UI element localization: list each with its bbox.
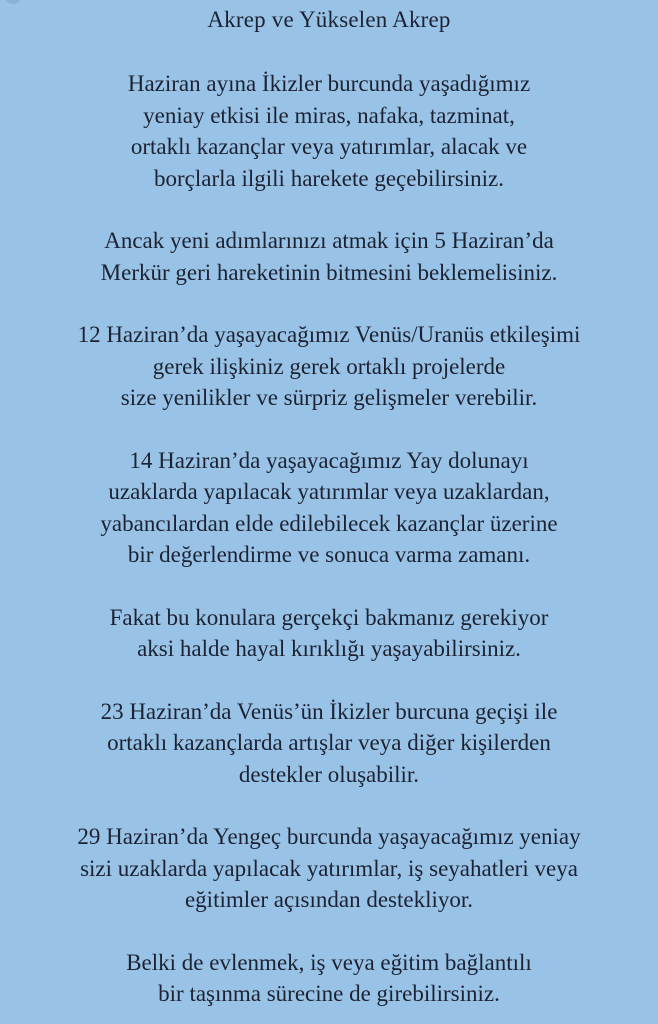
paragraph-8 — [14, 947, 644, 1010]
spacer — [14, 288, 644, 319]
text-line: Fakat bu konulara gerçekçi bakmanız gerekiyor — [109, 604, 549, 630]
text-line: 14 Haziran’da yaşayacağımız Yay dolunayı — [129, 447, 529, 473]
text-line: 23 Haziran’da Venüs’ün İkizler burcuna geçişi ile — [100, 698, 558, 724]
text-line: Haziran ayına İkizler burcunda yaşadığımız — [127, 71, 531, 96]
page-title: Akrep ve Yükselen Akrep — [207, 7, 451, 32]
paragraph-6 — [14, 696, 644, 791]
text-line: Belki de evlenmek, iş veya eğitim bağlantılı — [126, 949, 532, 975]
spacer — [14, 36, 644, 68]
paragraph-3 — [14, 319, 644, 414]
text-line: bir taşınma sürecine de girebilirsiniz. — [158, 981, 500, 1006]
text-line: uzaklarda yapılacak yatırımlar veya uzaklardan, — [108, 479, 550, 504]
spacer — [14, 414, 644, 445]
text-line: Ancak yeni adımlarınızı atmak için 5 Haziran’da — [104, 228, 554, 253]
text-line: yeniay etkisi ile miras, nafaka, tazminat, — [143, 102, 515, 128]
spacer — [14, 571, 644, 602]
text-line: ortaklı kazançlarda artışlar veya diğer kişilerden — [107, 730, 551, 755]
text-line: gerek ilişkiniz gerek ortaklı projelerde — [152, 353, 506, 379]
paragraph-7 — [14, 821, 644, 916]
text-line: sizi uzaklarda yapılacak yatırımlar, iş seyahatleri veya — [80, 855, 578, 881]
text-line: eğitimler açısından destekliyor. — [184, 887, 474, 912]
text-line: size yenilikler ve sürpriz gelişmeler verebilir. — [120, 385, 538, 410]
text-line: aksi halde hayal kırıklığı yaşayabilirsiniz. — [137, 636, 521, 661]
paragraph-2 — [14, 225, 644, 288]
paragraph-5 — [14, 602, 644, 665]
spacer — [14, 916, 644, 947]
text-line: 12 Haziran’da yaşayacağımız Venüs/Uranüs etkileşimi — [77, 322, 581, 347]
spacer — [14, 790, 644, 821]
text-line: Merkür geri hareketinin bitmesini beklemelisiniz. — [100, 259, 558, 285]
text-line: yabancılardan elde edilebilecek kazançlar üzerine — [100, 510, 558, 536]
text-line: bir değerlendirme ve sonuca varma zamanı. — [127, 542, 531, 567]
paragraph-1 — [14, 68, 644, 194]
paragraph-4 — [14, 445, 644, 571]
text-line: ortaklı kazançlar veya yatırımlar, alacak ve — [130, 134, 528, 159]
spacer — [14, 194, 644, 225]
text-line: 29 Haziran’da Yengeç burcunda yaşayacağımız yeniay — [77, 824, 581, 849]
spacer — [14, 665, 644, 696]
text-line: borçlarla ilgili harekete geçebilirsiniz. — [154, 165, 504, 191]
text-line: destekler oluşabilir. — [238, 761, 420, 787]
